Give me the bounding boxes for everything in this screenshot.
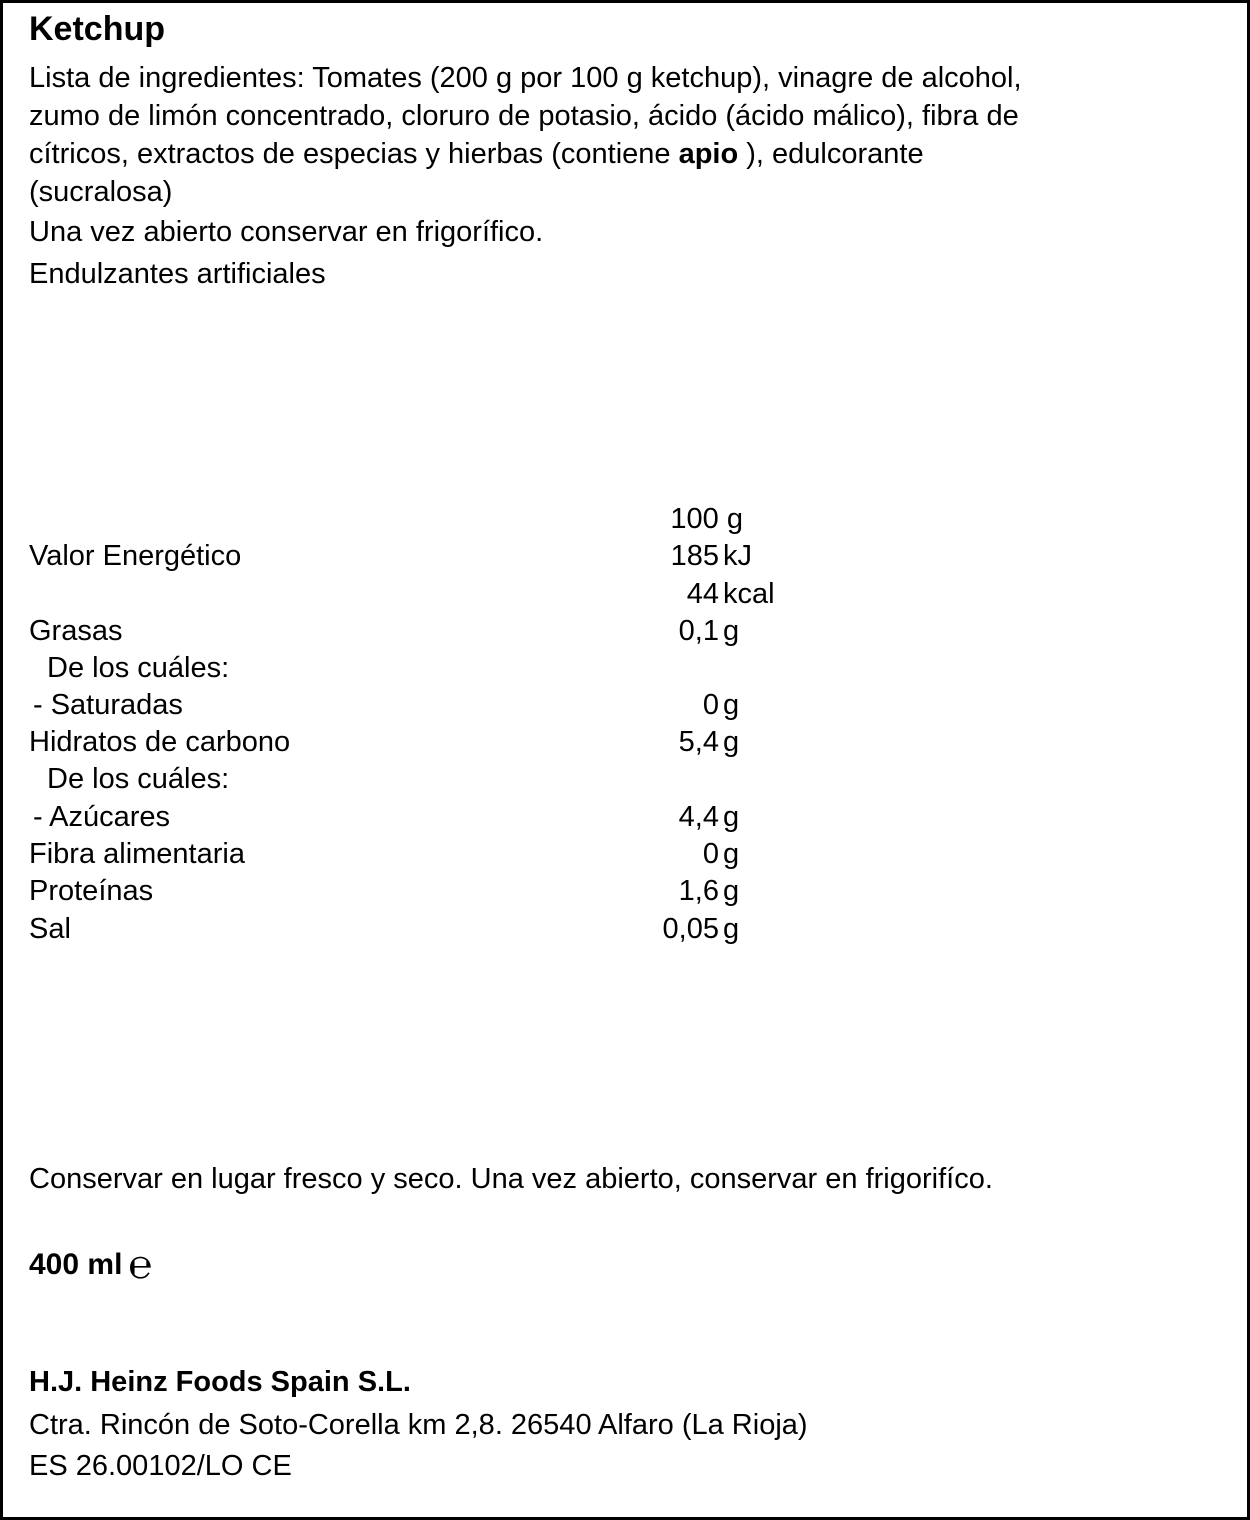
company-address: Ctra. Rincón de Soto-Corella km 2,8. 26540 Alfaro (La Rioja) [29,1409,808,1441]
nutrition-value-salt: 0,05 [662,913,719,945]
nutrition-unit-sugars: g [723,801,740,833]
ingredients-line-3-start: cítricos, extractos de especias y hierbas (contiene [29,138,679,170]
nutrition-unit-salt: g [723,913,740,945]
nutrition-per-header: 100 g [670,503,743,535]
nutrition-unit-saturated: g [723,689,740,721]
nutrition-unit-carbohydrates: g [723,726,740,758]
nutrition-label-salt: Sal [29,913,71,945]
ingredients-list [29,59,1199,211]
nutrition-unit-fat: g [723,615,740,647]
nutrition-label-protein: Proteínas [29,875,154,907]
nutrition-label-of-which-fat: De los cuáles: [47,652,230,684]
nutrition-value-energy-kj: 185 [670,540,719,572]
nutrition-unit-kcal: kcal [723,578,775,610]
company-registry: ES 26.00102/LO CE [29,1450,292,1482]
nutrition-label-fibre: Fibra alimentaria [29,838,245,870]
allergen-apio: apio [678,138,739,170]
conservation-note: Conservar en lugar fresco y seco. Una vez abierto, conservar en frigorifíco. [29,1163,993,1195]
ingredients-line-2: zumo de limón concentrado, cloruro de potasio, ácido (ácido málico), fibra de [29,100,1019,132]
nutrition-label-fat: Grasas [29,615,123,647]
company-name: H.J. Heinz Foods Spain S.L. [29,1366,411,1398]
storage-note: Una vez abierto conservar en frigorífico. [29,216,544,248]
nutrition-label-energy: Valor Energético [29,540,242,572]
product-title: Ketchup [29,10,165,48]
ingredients-line-3-end: ), edulcorante [738,138,924,170]
estimated-sign-icon: ℮ [128,1241,153,1288]
ingredients-line-4: (sucralosa) [29,176,173,208]
nutrition-label-carbohydrates: Hidratos de carbono [29,726,291,758]
ingredients-line-3 [29,135,1199,173]
nutrition-unit-kj: kJ [723,540,752,572]
net-quantity [29,1241,153,1288]
nutrition-value-saturated: 0 [702,689,719,721]
nutrition-value-fibre: 0 [702,838,719,870]
nutrition-value-sugars: 4,4 [678,801,719,833]
nutrition-label-saturated: - Saturadas [33,689,183,721]
nutrition-value-carbohydrates: 5,4 [678,726,719,758]
nutrition-value-fat: 0,1 [678,615,719,647]
nutrition-unit-protein: g [723,875,740,907]
nutrition-label-of-which-carbs: De los cuáles: [47,763,230,795]
sweetener-note: Endulzantes artificiales [29,258,326,290]
nutrition-value-protein: 1,6 [678,875,719,907]
ingredients-line-1: Lista de ingredientes: Tomates (200 g por 100 g ketchup), vinagre de alcohol, [29,62,1022,94]
net-quantity-value: 400 ml [29,1248,123,1281]
nutrition-value-energy-kcal: 44 [686,578,719,610]
nutrition-label-sugars: - Azúcares [33,801,170,833]
nutrition-unit-fibre: g [723,838,740,870]
